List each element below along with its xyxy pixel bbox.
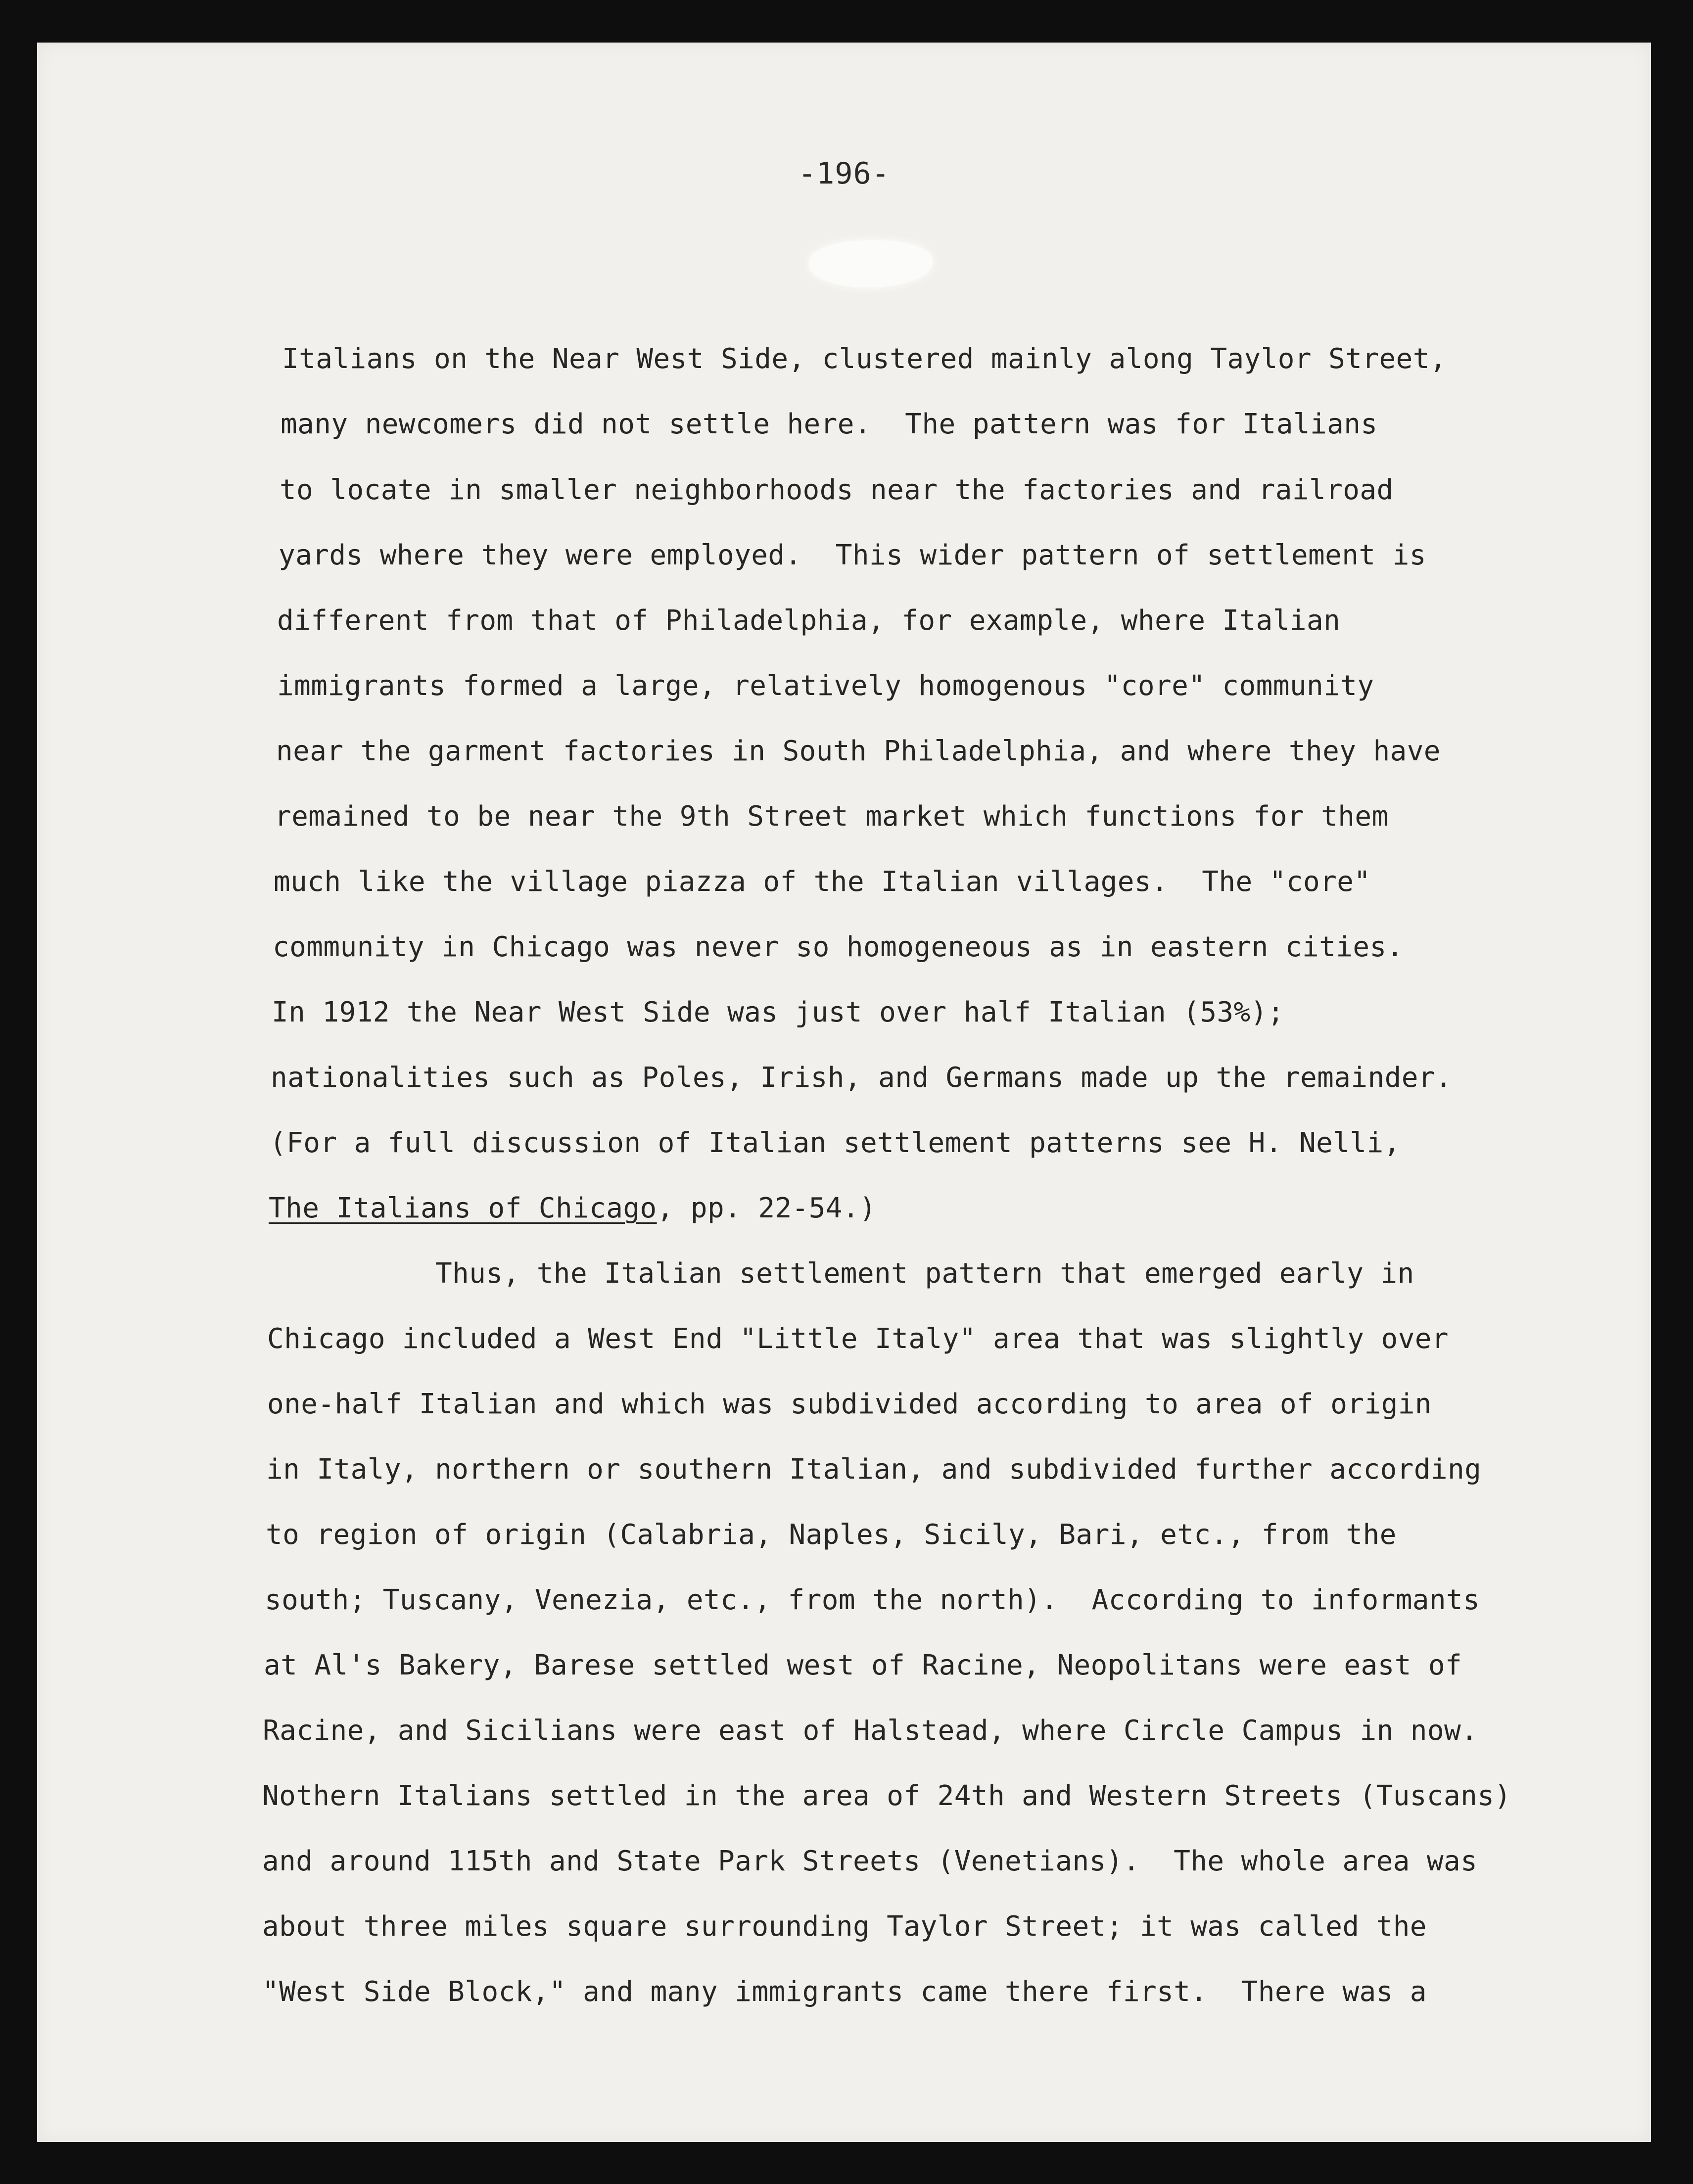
- text-line: Nothern Italians settled in the area of 24th and Western Streets (Tuscans): [262, 1780, 1511, 1812]
- body-text: [37, 43, 1651, 2142]
- text-line: one-half Italian and which was subdivided according to area of origin: [267, 1388, 1432, 1420]
- page-number: -196-: [798, 156, 890, 191]
- text-line: much like the village piazza of the Italian villages. The "core": [274, 866, 1371, 898]
- text-line: many newcomers did not settle here. The pattern was for Italians: [281, 408, 1378, 440]
- text-line-paragraph-start: Thus, the Italian settlement pattern that emerged early in: [435, 1257, 1414, 1290]
- text-line: at Al's Bakery, Barese settled west of Racine, Neopolitans were east of: [264, 1649, 1462, 1681]
- text-line: Racine, and Sicilians were east of Halstead, where Circle Campus in now.: [263, 1715, 1478, 1747]
- text-line: remained to be near the 9th Street market which functions for them: [275, 800, 1389, 833]
- text-line: In 1912 the Near West Side was just over half Italian (53%);: [272, 996, 1284, 1028]
- document-page: [37, 43, 1651, 2142]
- text-line: (For a full discussion of Italian settlement patterns see H. Nelli,: [270, 1127, 1401, 1159]
- text-line: immigrants formed a large, relatively homogenous "core" community: [277, 670, 1374, 702]
- text-line: community in Chicago was never so homogeneous as in eastern cities.: [273, 931, 1404, 963]
- text-line: nationalities such as Poles, Irish, and Germans made up the remainder.: [271, 1062, 1453, 1094]
- text-line: "West Side Block," and many immigrants came there first. There was a: [262, 1976, 1427, 2008]
- text-line: near the garment factories in South Philadelphia, and where they have: [276, 735, 1441, 767]
- book-title: The Italians of Chicago: [269, 1192, 657, 1224]
- text-line: to region of origin (Calabria, Naples, Sicily, Bari, etc., from the: [266, 1519, 1397, 1551]
- citation-pages: , pp. 22-54.): [657, 1192, 877, 1224]
- text-line: south; Tuscany, Venezia, etc., from the north). According to informants: [265, 1584, 1480, 1616]
- text-line: Chicago included a West End "Little Italy" area that was slightly over: [267, 1323, 1449, 1355]
- text-line: different from that of Philadelphia, for example, where Italian: [277, 604, 1341, 637]
- text-line-citation: [269, 1191, 876, 1226]
- text-line: to locate in smaller neighborhoods near the factories and railroad: [280, 474, 1394, 506]
- text-line: about three miles square surrounding Taylor Street; it was called the: [262, 1910, 1427, 1943]
- text-line: yards where they were employed. This wider pattern of settlement is: [279, 539, 1426, 571]
- text-line: Italians on the Near West Side, clustered mainly along Taylor Street,: [282, 343, 1447, 375]
- text-line: in Italy, northern or southern Italian, and subdivided further according: [266, 1453, 1482, 1486]
- text-line: and around 115th and State Park Streets (Venetians). The whole area was: [262, 1845, 1478, 1877]
